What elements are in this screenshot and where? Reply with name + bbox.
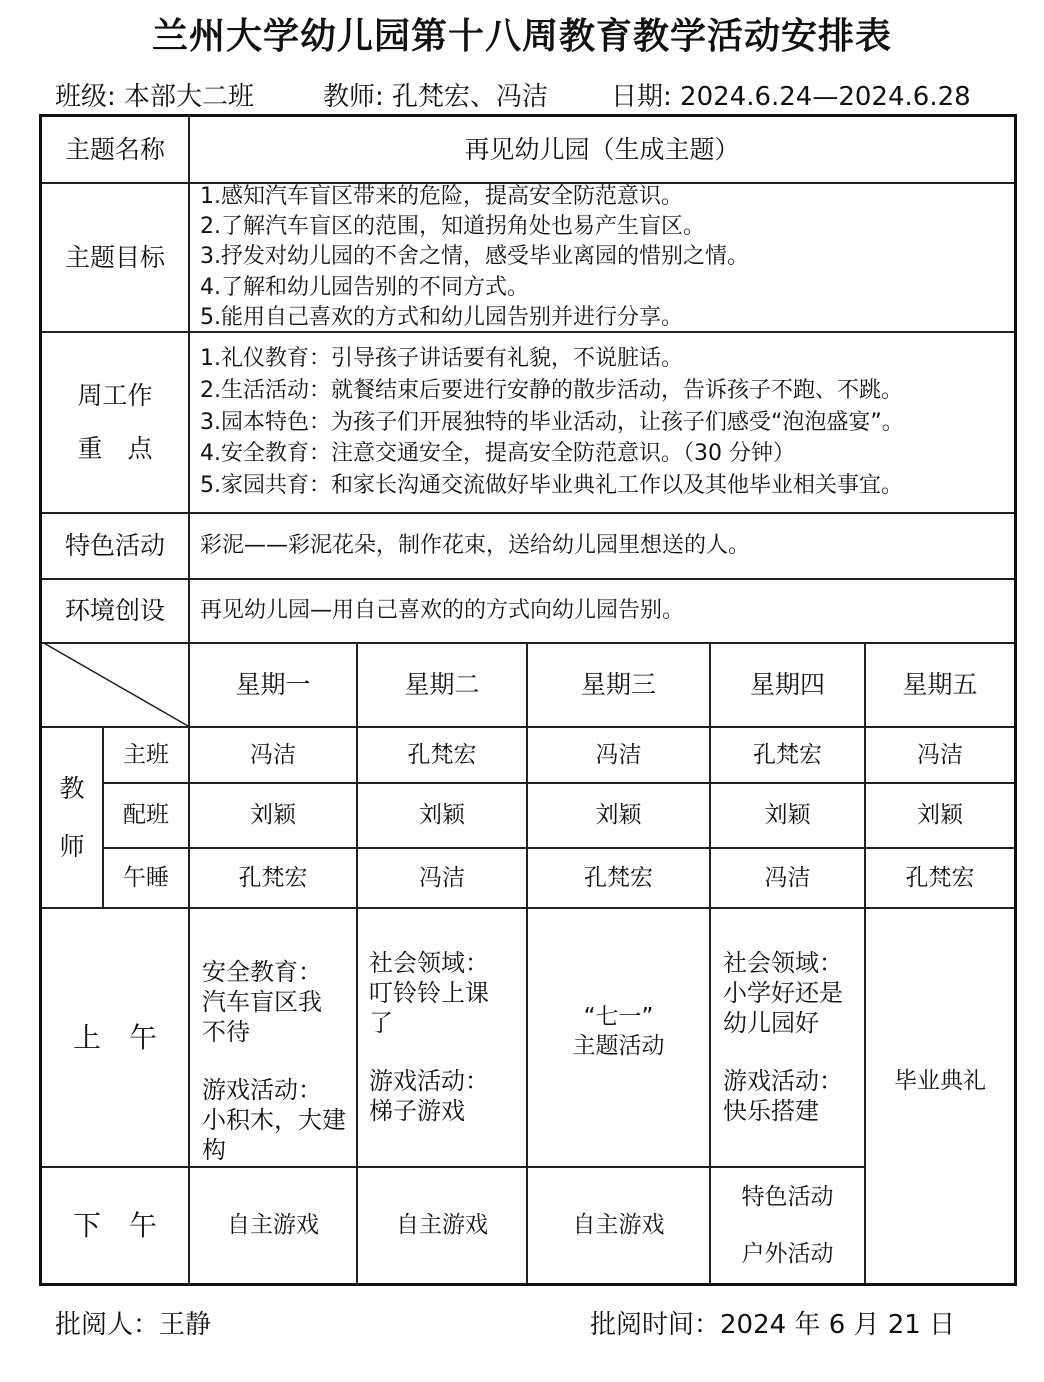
review-time: 批阅时间：2024 年 6 月 21 日: [590, 1310, 956, 1340]
morning-thu: 社会领域： 小学好还是 幼儿园好 游戏活动： 快乐搭建: [723, 949, 843, 1125]
class-info: 班级: 本部大二班: [55, 82, 255, 112]
page-title: 兰州大学幼儿园第十八周教育教学活动安排表: [151, 16, 892, 57]
role-assistant: 配班: [123, 802, 169, 829]
focus-item: 2.生活活动：就餐结束后要进行安静的散步活动，告诉孩子不跑、不跳。: [200, 377, 903, 403]
teacher-cell: 冯洁: [250, 741, 296, 768]
teacher-cell: 冯洁: [419, 864, 465, 891]
header-info: [55, 76, 1015, 110]
teacher-cell: 刘颖: [419, 802, 465, 829]
graduation-ceremony-cell: 毕业典礼: [894, 1067, 986, 1094]
weekly-focus-label: 周工作 重 点: [77, 381, 153, 463]
day-header-fri: 星期五: [902, 670, 978, 700]
theme-name-label: 主题名称: [64, 134, 165, 164]
afternoon-thu: 特色活动 户外活动: [741, 1184, 834, 1267]
morning-mon: 安全教育： 汽车盲区我 不待 游戏活动： 小积木，大建 构: [202, 958, 346, 1164]
role-nap: 午睡: [123, 864, 169, 891]
teacher-cell: 孔梵宏: [407, 741, 477, 768]
teacher-cell: 孔梵宏: [753, 741, 822, 768]
teacher-cell: 孔梵宏: [238, 864, 308, 891]
special-activity-value: 彩泥——彩泥花朵，制作花束，送给幼儿园里想送的人。: [200, 533, 751, 559]
goal-item: 2.了解汽车盲区的范围，知道拐角处也易产生盲区。: [200, 213, 705, 239]
day-header-thu: 星期四: [749, 670, 825, 700]
goal-item: 4.了解和幼儿园告别的不同方式。: [200, 274, 529, 300]
goal-item: 3.抒发对幼儿园的不舍之情，感受毕业离园的惜别之情。: [200, 244, 749, 270]
teacher-cell: 孔梵宏: [584, 864, 653, 891]
focus-item: 5.家园共育：和家长沟通交流做好毕业典礼工作以及其他毕业相关事宜。: [200, 473, 903, 499]
teacher-cell: 冯洁: [764, 864, 811, 891]
afternoon-label: 下 午: [72, 1209, 157, 1242]
environment-value: 再见幼儿园—用自己喜欢的的方式向幼儿园告别。: [200, 598, 685, 624]
teacher-info: 教师: 孔梵宏、冯洁: [323, 82, 549, 112]
theme-goals-list: [190, 184, 1014, 331]
theme-name-value: 再见幼儿园（生成主题）: [464, 134, 740, 164]
focus-item: 4.安全教育：注意交通安全，提高安全防范意识。（30 分钟）: [200, 441, 795, 467]
teacher-cell: 刘颖: [595, 802, 642, 829]
role-main: 主班: [123, 741, 169, 768]
date-info: 日期: 2024.6.24—2024.6.28: [611, 82, 971, 112]
theme-goals-label: 主题目标: [64, 242, 165, 272]
morning-tue: 社会领域： 叮铃铃上课 了 游戏活动： 梯子游戏: [369, 949, 489, 1125]
day-header-tue: 星期二: [404, 670, 480, 700]
goal-item: 1.感知汽车盲区带来的危险，提高安全防范意识。: [200, 183, 683, 209]
special-activity-label: 特色活动: [64, 531, 165, 561]
teacher-cell: 刘颖: [764, 802, 811, 829]
teacher-section-label: 教 师: [59, 774, 85, 861]
teacher-cell: 冯洁: [595, 741, 642, 768]
morning-label: 上 午: [72, 1021, 157, 1054]
afternoon-wed: 自主游戏: [572, 1212, 665, 1239]
environment-label: 环境创设: [64, 596, 165, 626]
teacher-cell: 孔梵宏: [905, 864, 975, 891]
teacher-cell: 冯洁: [917, 741, 963, 768]
schedule-table: [39, 114, 1017, 1286]
reviewer: 批阅人：王静: [55, 1310, 212, 1340]
teacher-cell: 刘颖: [917, 802, 963, 829]
focus-item: 1.礼仪教育：引导孩子讲话要有礼貌，不说脏话。: [200, 345, 683, 371]
goal-item: 5.能用自己喜欢的方式和幼儿园告别并进行分享。: [200, 305, 683, 331]
day-header-mon: 星期一: [235, 670, 311, 700]
afternoon-tue: 自主游戏: [396, 1212, 488, 1239]
weekly-focus-list: [190, 333, 1014, 512]
focus-item: 3.园本特色：为孩子们开展独特的毕业活动，让孩子们感受“泡泡盛宴”。: [200, 409, 904, 435]
header-diagonal: [42, 642, 190, 728]
morning-wed: “七一” 主题活动: [572, 1004, 665, 1059]
day-header-wed: 星期三: [580, 670, 656, 700]
afternoon-mon: 自主游戏: [227, 1212, 319, 1239]
teacher-cell: 刘颖: [250, 802, 296, 829]
